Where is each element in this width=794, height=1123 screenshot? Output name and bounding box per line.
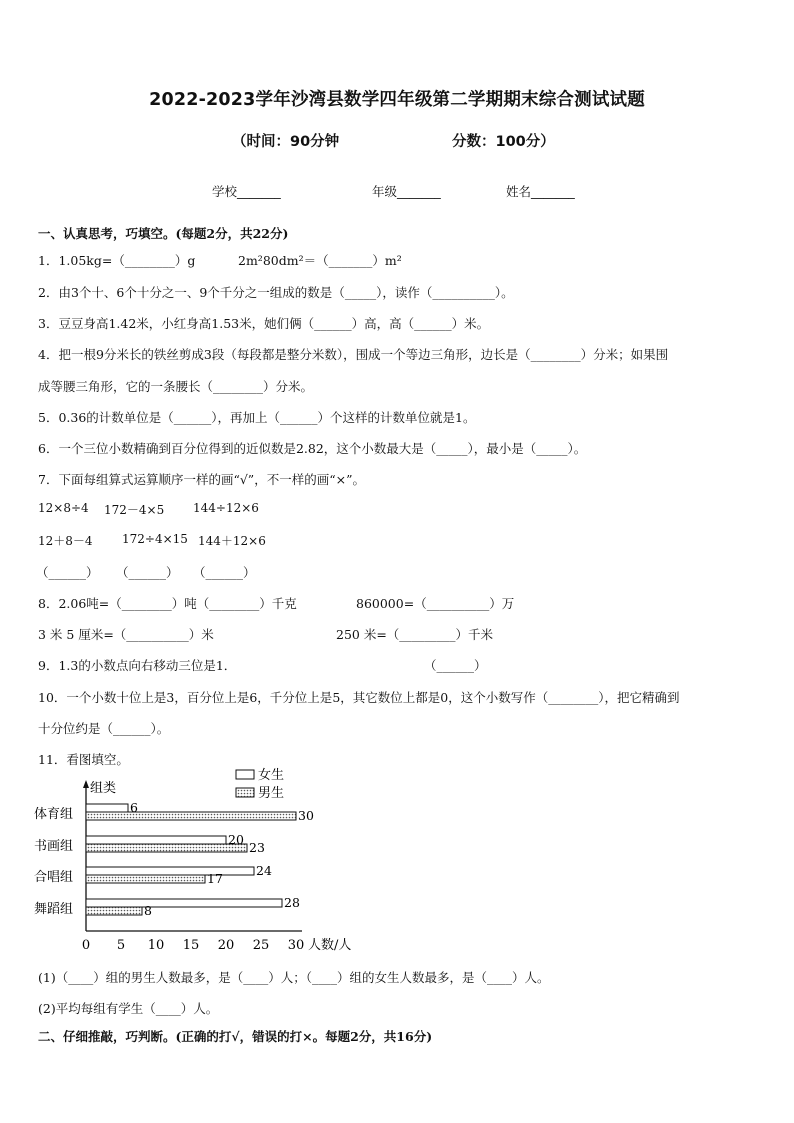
data-label: 6: [130, 800, 138, 815]
q7-expression-1: 12×8÷4: [38, 501, 89, 515]
question-11: 11．看图填空。: [38, 752, 129, 767]
question-8c: 3 米 5 厘米=（__________）米: [38, 627, 214, 642]
x-tick-label: 5: [116, 938, 126, 953]
bar: [86, 907, 142, 915]
bar: [86, 899, 282, 907]
question-4-line1: 4．把一根9分米长的铁丝剪成3段（每段都是整分米数），围成一个等边三角形，边长是（________）分米；如果围: [38, 347, 669, 362]
question-1a: 1．1.05kg=（________）g: [38, 253, 196, 268]
question-7: 7．下面每组算式运算顺序一样的画“√”，不一样的画“×”。: [38, 472, 365, 487]
category-label: 合唱组: [34, 870, 74, 885]
exam-score: 分数：100分）: [452, 134, 555, 150]
legend-label: 女生: [258, 768, 285, 783]
grade-field: 年级_______: [372, 184, 441, 199]
q7-expression-4: 12＋8－4: [38, 534, 93, 548]
category-label: 舞蹈组: [34, 902, 74, 917]
question-4-line2: 成等腰三角形，它的一条腰长（________）分米。: [38, 379, 314, 394]
category-label: 书画组: [34, 839, 74, 854]
bar-chart: [30, 768, 352, 966]
school-field: 学校_______: [212, 184, 281, 199]
question-9: 9．1.3的小数点向右移动三位是1．: [38, 658, 237, 673]
q7-answer-2: （______）: [116, 565, 179, 580]
name-field: 姓名_______: [506, 184, 575, 199]
bar: [86, 812, 296, 820]
data-label: 20: [228, 832, 244, 847]
x-tick-label: 25: [252, 938, 270, 953]
data-label: 17: [207, 871, 223, 886]
question-8b: 860000=（__________）万: [356, 596, 515, 611]
category-label: 体育组: [34, 807, 74, 822]
x-tick-label: 15: [182, 938, 200, 953]
page-title: 2022-2023学年沙湾县数学四年级第二学期期末综合测试试题: [149, 90, 645, 110]
data-label: 28: [284, 895, 300, 910]
x-tick-label: 10: [147, 938, 165, 953]
legend-swatch: [236, 770, 254, 779]
question-8a: 8．2.06吨=（________）吨（________）千克: [38, 596, 297, 611]
q7-answer-3: （______）: [193, 565, 256, 580]
bar: [86, 875, 205, 883]
question-5: 5．0.36的计数单位是（______），再加上（______）个这样的计数单位就是1。: [38, 410, 476, 425]
question-8d: 250 米=（_________）千米: [336, 627, 494, 642]
question-10-line1: 10．一个小数十位上是3，百分位上是6，千分位上是5，其它数位上都是0，这个小数写作（________），把它精确到: [38, 690, 680, 705]
data-label: 24: [256, 863, 272, 878]
section1-heading: 一、认真思考，巧填空。(每题2分，共22分): [38, 226, 289, 241]
q7-expression-2: 172－4×5: [104, 503, 165, 517]
question-11-part1: (1)（____）组的男生人数最多，是（____）人；（____）组的女生人数最多，是（____）人。: [38, 970, 550, 985]
y-axis-arrow: [83, 780, 89, 788]
question-10-line2: 十分位约是（______）。: [38, 721, 170, 736]
bar: [86, 844, 247, 852]
x-axis-label: 人数/人: [308, 938, 352, 953]
question-11-part2: (2)平均每组有学生（____）人。: [38, 1001, 219, 1016]
question-3: 3．豆豆身高1.42米，小红身高1.53米，她们俩（______）高，高（______）米。: [38, 316, 490, 331]
question-1b: 2m²80dm²＝（_______）m²: [238, 253, 402, 268]
q7-expression-3: 144÷12×6: [193, 501, 259, 515]
question-6: 6．一个三位小数精确到百分位得到的近似数是2.82，这个小数最大是（_____），最小是（_____）。: [38, 441, 587, 456]
bar: [86, 804, 128, 812]
x-tick-label: 20: [217, 938, 235, 953]
question-9-answer: （______）: [424, 658, 487, 673]
data-label: 8: [144, 903, 152, 918]
section2-heading: 二、仔细推敲，巧判断。(正确的打√，错误的打×。每题2分，共16分): [38, 1029, 433, 1044]
bar: [86, 836, 226, 844]
q7-expression-6: 144＋12×6: [198, 534, 266, 548]
x-tick-label: 0: [81, 938, 91, 953]
data-label: 23: [249, 840, 265, 855]
question-2: 2．由3个十、6个十分之一、9个千分之一组成的数是（_____），读作（__________）。: [38, 285, 514, 300]
x-tick-label: 30: [287, 938, 305, 953]
y-axis-label: 组类: [90, 781, 117, 796]
q7-answer-1: （______）: [36, 565, 99, 580]
exam-time: （时间：90分钟: [232, 134, 340, 150]
legend-label: 男生: [258, 786, 285, 801]
data-label: 30: [298, 808, 314, 823]
bar: [86, 867, 254, 875]
legend-swatch: [236, 788, 254, 797]
q7-expression-5: 172÷4×15: [122, 532, 188, 546]
